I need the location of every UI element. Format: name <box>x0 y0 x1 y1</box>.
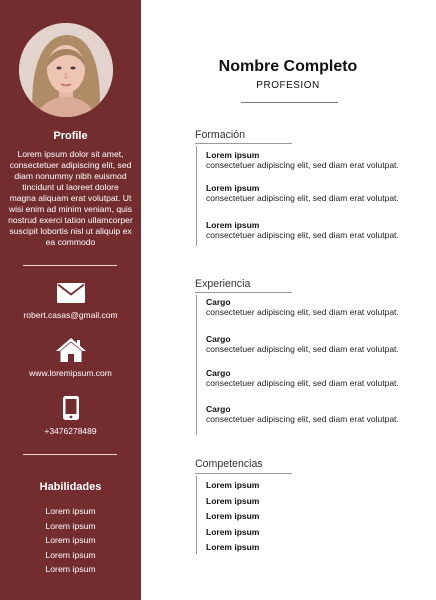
sidebar-divider <box>23 265 117 266</box>
experience-entry <box>206 368 411 388</box>
competencies-heading: Competencias <box>195 458 263 470</box>
phone-text: +3476278489 <box>44 426 97 436</box>
experience-entry <box>206 404 411 424</box>
entry-text: consectetuer adipiscing elit, sed diam erat volutpat. <box>206 160 399 170</box>
education-timeline <box>196 146 197 246</box>
skill-item: Lorem ipsum <box>45 520 96 531</box>
skill-item: Lorem ipsum <box>45 564 96 575</box>
sidebar-divider <box>23 454 117 455</box>
mobile-phone-icon <box>0 396 141 420</box>
profile-text: Lorem ipsum dolor sit amet, consectetuer adipiscing elit, sed diam nonummy nibh euismod tincidunt ut laoreet dolore magna aliquam erat volutpat. Ut wisi enim ad minim veniam, quis nostrud exerci tation ullamcorper suscipit lobortis nisl ut aliquip ex ea commodo <box>8 149 133 247</box>
competency-item: Lorem ipsum <box>206 496 260 506</box>
entry-text: consectetuer adipiscing elit, sed diam erat volutpat. <box>206 230 399 240</box>
name-underline <box>241 102 338 103</box>
competency-item: Lorem ipsum <box>206 511 260 521</box>
skills-list <box>0 504 141 577</box>
competencies-timeline <box>196 476 197 554</box>
house-icon <box>0 337 141 363</box>
education-heading: Formación <box>195 129 246 141</box>
education-entry <box>206 220 411 240</box>
experience-rule <box>195 292 292 293</box>
experience-entry <box>206 297 411 317</box>
email-text: robert.casas@gmail.com <box>23 310 118 320</box>
profile-heading: Profile <box>53 130 88 142</box>
education-entry <box>206 183 411 203</box>
experience-entry <box>206 334 411 354</box>
entry-text: consectetuer adipiscing elit, sed diam erat volutpat. <box>206 378 399 388</box>
profile-photo <box>19 23 113 117</box>
envelope-icon <box>0 283 141 303</box>
profession: PROFESION <box>256 80 320 91</box>
experience-heading: Experiencia <box>195 278 251 290</box>
competency-item: Lorem ipsum <box>206 480 260 490</box>
competencies-rule <box>195 473 292 474</box>
entry-title: Lorem ipsum <box>206 220 260 230</box>
sidebar <box>0 0 141 600</box>
skill-item: Lorem ipsum <box>45 549 96 560</box>
entry-text: consectetuer adipiscing elit, sed diam erat volutpat. <box>206 414 399 424</box>
website-text: www.loremipsum.com <box>29 368 112 378</box>
experience-timeline <box>196 295 197 435</box>
entry-title: Cargo <box>206 334 231 344</box>
competency-item: Lorem ipsum <box>206 527 260 537</box>
full-name: Nombre Completo <box>218 58 358 75</box>
entry-title: Cargo <box>206 297 231 307</box>
competency-item: Lorem ipsum <box>206 542 260 552</box>
entry-title: Lorem ipsum <box>206 150 260 160</box>
skill-item: Lorem ipsum <box>45 535 96 546</box>
skill-item: Lorem ipsum <box>45 506 96 516</box>
entry-title: Cargo <box>206 404 231 414</box>
education-entry <box>206 150 411 170</box>
education-rule <box>195 143 292 144</box>
entry-text: consectetuer adipiscing elit, sed diam erat volutpat. <box>206 344 399 354</box>
entry-title: Cargo <box>206 368 231 378</box>
skills-heading: Habilidades <box>39 481 102 493</box>
entry-text: consectetuer adipiscing elit, sed diam erat volutpat. <box>206 193 399 203</box>
entry-title: Lorem ipsum <box>206 183 260 193</box>
entry-text: consectetuer adipiscing elit, sed diam erat volutpat. <box>206 307 399 317</box>
